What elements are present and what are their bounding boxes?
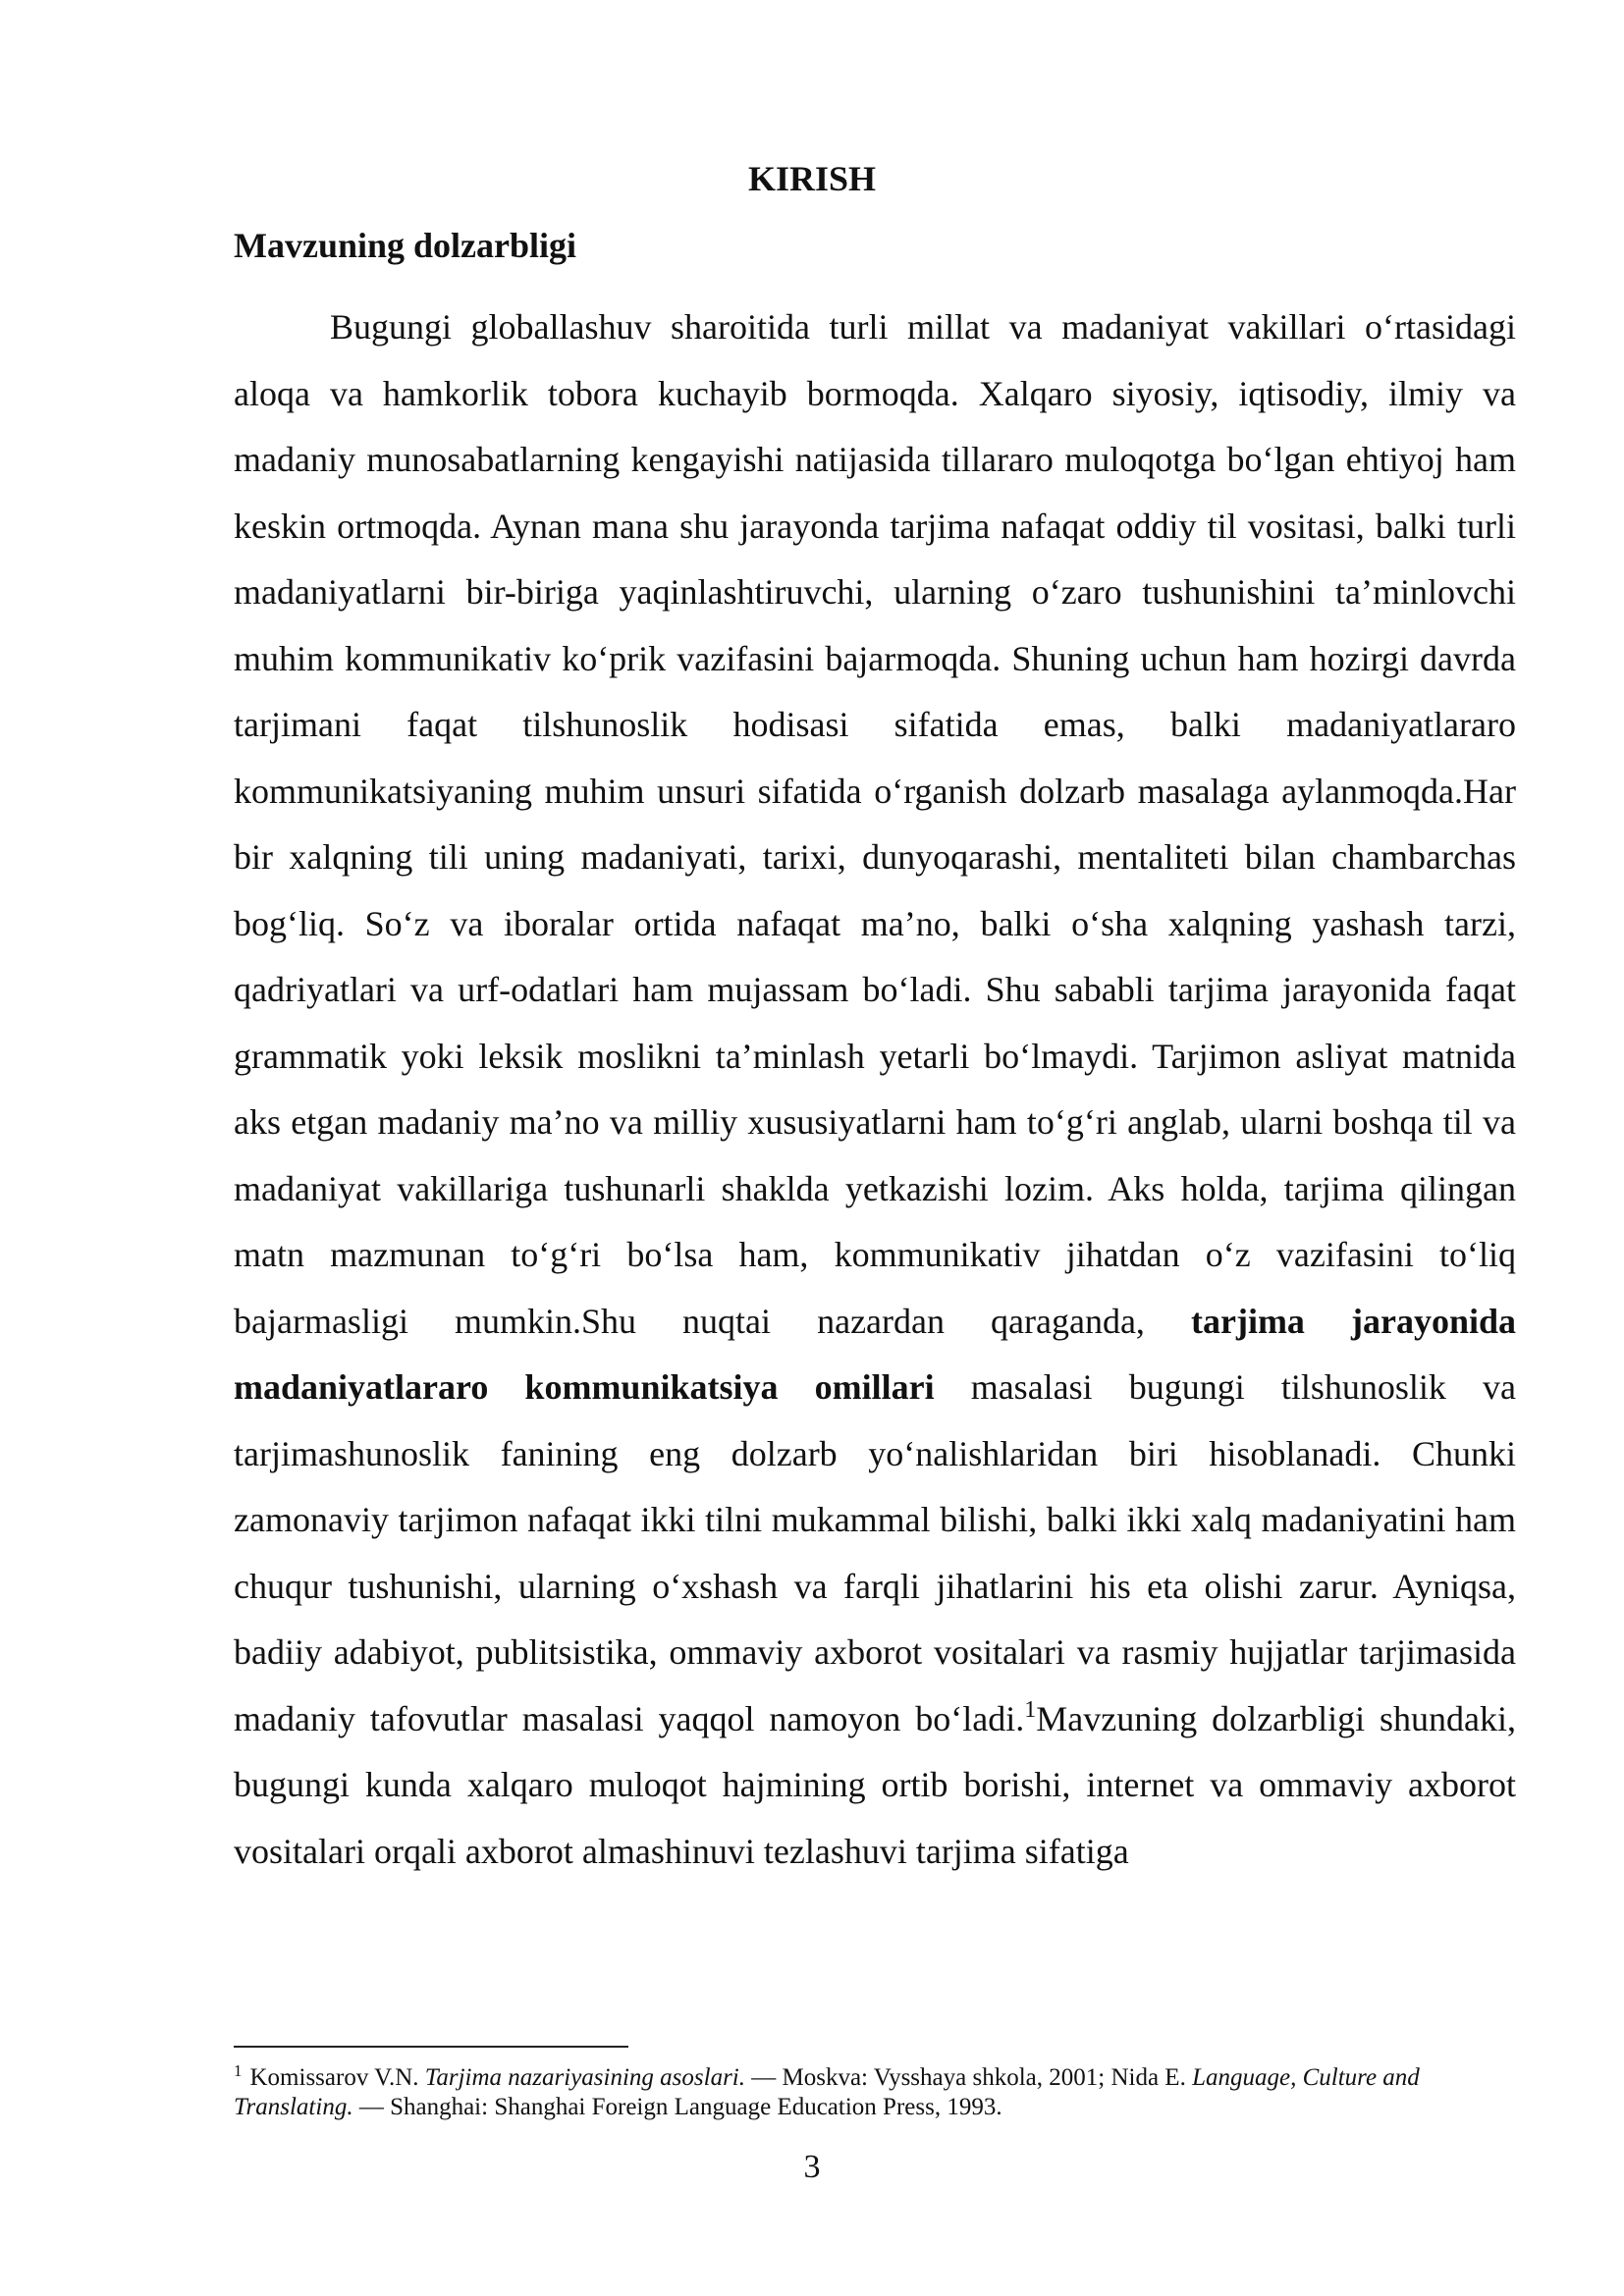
paragraph-text-part-2: masalasi bugungi tilshunoslik va tarjimashunoslik fanining eng dolzarb yo‘nalishlaridan biri hisoblanadi. Chunki zamonaviy tarjimon nafaqat ikki tilni mukammal bilishi, balki ikki xalq madaniyatini ham chuqur tushunishi, ularning o‘xshash va farqli jihatlarini his eta olishi zarur. Ayniqsa, badiiy adabiyot, publitsistika, ommaviy axborot vositalari va rasmiy hujjatlar tarjimasida madaniy tafovutlar masalasi yaqqol namoyon bo‘ladi. [234,1367,1516,1738]
footnote-title-2: Language, Culture and Translating. [234,2064,1420,2120]
body-paragraph [234,294,1516,1885]
page-title: KIRISH [747,159,877,198]
paragraph-bold-phrase: tarjima jarayonida madaniyatlararo kommunikatsiya omillari [234,1301,1516,1407]
footnote [234,2063,1516,2122]
section-heading: Mavzuning dolzarbligi [234,226,577,265]
footnote-separator [234,2046,628,2048]
paragraph-text-part-3: Mavzuning dolzarbligi shundaki, bugungi kunda xalqaro muloqot hajmining ortib borishi, internet va ommaviy axborot vositalari orqali axborot almashinuvi tezlashuvi tarjima sifatiga [234,1698,1516,1871]
footnote-publisher-2: — Shanghai: Shanghai Foreign Language Education Press, 1993. [352,2094,1002,2120]
footnote-reference[interactable]: 1 [1024,1696,1037,1723]
footnote-publisher-1: — Moskva: Vysshaya shkola, 2001; Nida E. [745,2064,1193,2091]
footnote-number: 1 [234,2061,243,2080]
footnote-title-1: Tarjima nazariyasining asoslari. [424,2064,745,2091]
footnote-author: Komissarov V.N. [249,2064,425,2091]
page-number: 3 [803,2149,821,2185]
paragraph-text-part-1: Bugungi globallashuv sharoitida turli millat va madaniyat vakillari o‘rtasidagi aloqa va hamkorlik tobora kuchayib bormoqda. Xalqaro siyosiy, iqtisodiy, ilmiy va madaniy munosabatlarning kengayishi natijasida tillararo muloqotga bo‘lgan ehtiyoj ham keskin ortmoqda. Aynan mana shu jarayonda tarjima nafaqat oddiy til vositasi, balki turli madaniyatlarni bir-biriga yaqinlashtiruvchi, ularning o‘zaro tushunishini ta’minlovchi muhim kommunikativ ko‘prik vazifasini bajarmoqda. Shuning uchun ham hozirgi davrda tarjimani faqat tilshunoslik hodisasi sifatida emas, balki madaniyatlararo kommunikatsiyaning muhim unsuri sifatida o‘rganish dolzarb masalaga aylanmoqda.Har bir xalqning tili uning madaniyati, tarixi, dunyoqarashi, mentaliteti bilan chambarchas bog‘liq. So‘z va iboralar ortida nafaqat ma’no, balki o‘sha xalqning yashash tarzi, qadriyatlari va urf-odatlari ham mujassam bo‘ladi. Shu sababli tarjima jarayonida faqat grammatik yoki leksik moslikni ta’minlash yetarli bo‘lmaydi. Tarjimon asliyat matnida aks etgan madaniy ma’no va milliy xususiyatlarni ham to‘g‘ri anglab, ularni boshqa til va madaniyat vakillariga tushunarli shaklda yetkazishi lozim. Aks holda, tarjima qilingan matn mazmunan to‘g‘ri bo‘lsa ham, kommunikativ jihatdan o‘z vazifasini to‘liq bajarmasligi mumkin.Shu nuqtai nazardan qaraganda, [234,307,1516,1341]
